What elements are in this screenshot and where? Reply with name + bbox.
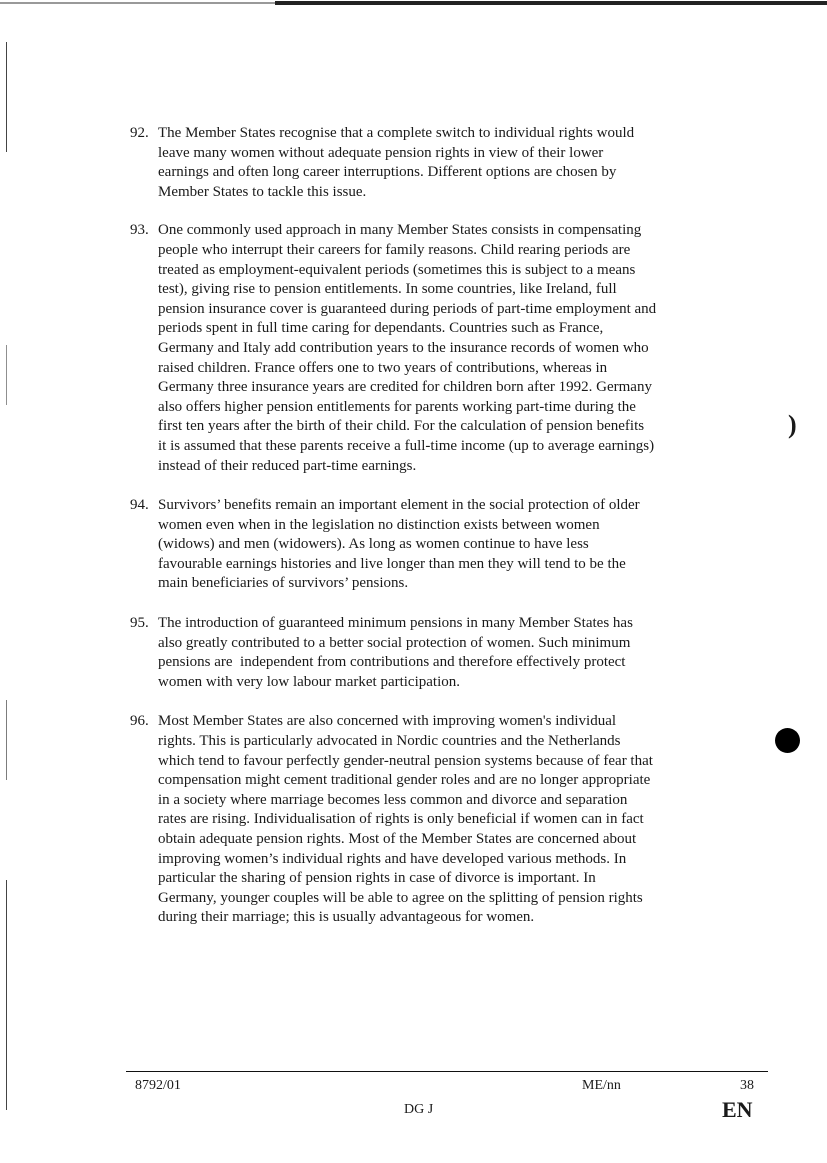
footer-page-number: 38 [740,1078,754,1093]
left-margin-line [6,42,7,152]
paragraph-line: improving women’s individual rights and have developed various methods. In [158,850,627,867]
paragraph-line: pension insurance cover is guaranteed during periods of part-time employment and [158,300,657,317]
paragraph-line: particular the sharing of pension rights in case of divorce is important. In [158,870,596,887]
paragraph-line: favourable earnings histories and live longer than men they will tend to be the [158,555,626,572]
paragraph-line: rights. This is particularly advocated in Nordic countries and the Netherlands [158,733,621,750]
left-margin-line [6,700,7,780]
paragraph-92 [130,124,730,202]
left-margin-line [6,345,7,405]
top-border-rule [0,0,827,6]
paragraph-95 [130,614,730,692]
footer-dg: DG J [404,1102,434,1117]
paragraph-93 [130,221,730,476]
paragraph-line: earnings and often long career interruptions. Different options are chosen by [158,164,617,181]
paragraph-line: (widows) and men (widowers). As long as women continue to have less [158,536,589,553]
paragraph-line: Germany, younger couples will be able to agree on the splitting of pension rights [158,889,643,906]
paragraph-line: compensation might cement traditional gender roles and are no longer appropriate [158,772,651,789]
paragraph-line: it is assumed that these parents receive a full-time income (up to average earnings) [158,437,655,454]
paragraph-line: raised children. France offers one to two years of contributions, whereas in [158,359,608,376]
paragraph-line: treated as employment-equivalent periods (sometimes this is subject to a means [158,261,636,278]
paragraph-line: people who interrupt their careers for family reasons. Child rearing periods are [158,241,631,258]
footer-language: EN [722,1097,753,1122]
punch-hole-dot [775,728,800,753]
paragraph-line: first ten years after the birth of their child. For the calculation of pension benefits [158,418,645,435]
paragraph-line: test), giving rise to pension entitlements. In some countries, like Ireland, full [158,281,617,298]
paragraph-number: 94. [130,497,149,514]
paragraph-line: periods spent in full time caring for dependants. Countries such as France, [158,320,604,337]
left-margin-line [6,880,7,1110]
top-rule-thick [275,1,827,5]
paragraph-line: women with very low labour market participation. [158,673,460,690]
footer-doc-number: 8792/01 [135,1078,181,1093]
paragraph-line: Survivors’ benefits remain an important element in the social protection of older [158,497,640,514]
paragraph-number: 95. [130,615,149,632]
scan-paren-mark: ) [788,410,797,439]
paragraph-number: 92. [130,125,149,141]
paragraph-line: pensions are independent from contributions and therefore effectively protect [158,654,626,671]
paragraph-line: The introduction of guaranteed minimum pensions in many Member States has [158,615,633,632]
paragraph-line: Germany and Italy add contribution years to the insurance records of women who [158,339,649,356]
paragraph-94 [130,496,730,594]
paragraph-line: Member States to tackle this issue. [158,183,367,200]
footer-initials: ME/nn [582,1078,621,1093]
paragraph-line: main beneficiaries of survivors’ pensions. [158,575,409,592]
paragraph-number: 93. [130,222,149,239]
paragraph-line: women even when in the legislation no distinction exists between women [158,516,600,533]
footer-rule [126,1071,768,1072]
paragraph-line: leave many women without adequate pension rights in view of their lower [158,144,604,161]
paragraph-96 [130,712,730,928]
paragraph-number: 96. [130,713,149,730]
paragraph-line: in a society where marriage becomes less common and divorce and separation [158,791,628,808]
paragraph-line: rates are rising. Individualisation of rights is only beneficial if women can in fact [158,811,644,828]
paragraph-line: instead of their reduced part-time earnings. [158,457,417,474]
paragraph-line: One commonly used approach in many Member States consists in compensating [158,222,642,239]
top-rule-thin [0,2,290,4]
paragraph-line: also greatly contributed to a better social protection of women. Such minimum [158,634,631,651]
paragraph-line: The Member States recognise that a complete switch to individual rights would [158,125,635,141]
paragraph-line: also offers higher pension entitlements for parents working part-time during the [158,398,636,415]
paragraph-line: obtain adequate pension rights. Most of the Member States are concerned about [158,831,637,847]
body-text [130,124,730,928]
paragraph-line: Most Member States are also concerned with improving women's individual [158,713,617,730]
paragraph-line: which tend to favour perfectly gender-neutral pension systems because of fear that [158,752,653,769]
paragraph-line: during their marriage; this is usually advantageous for women. [158,909,535,926]
paragraph-line: Germany three insurance years are credited for children born after 1992. Germany [158,379,652,396]
